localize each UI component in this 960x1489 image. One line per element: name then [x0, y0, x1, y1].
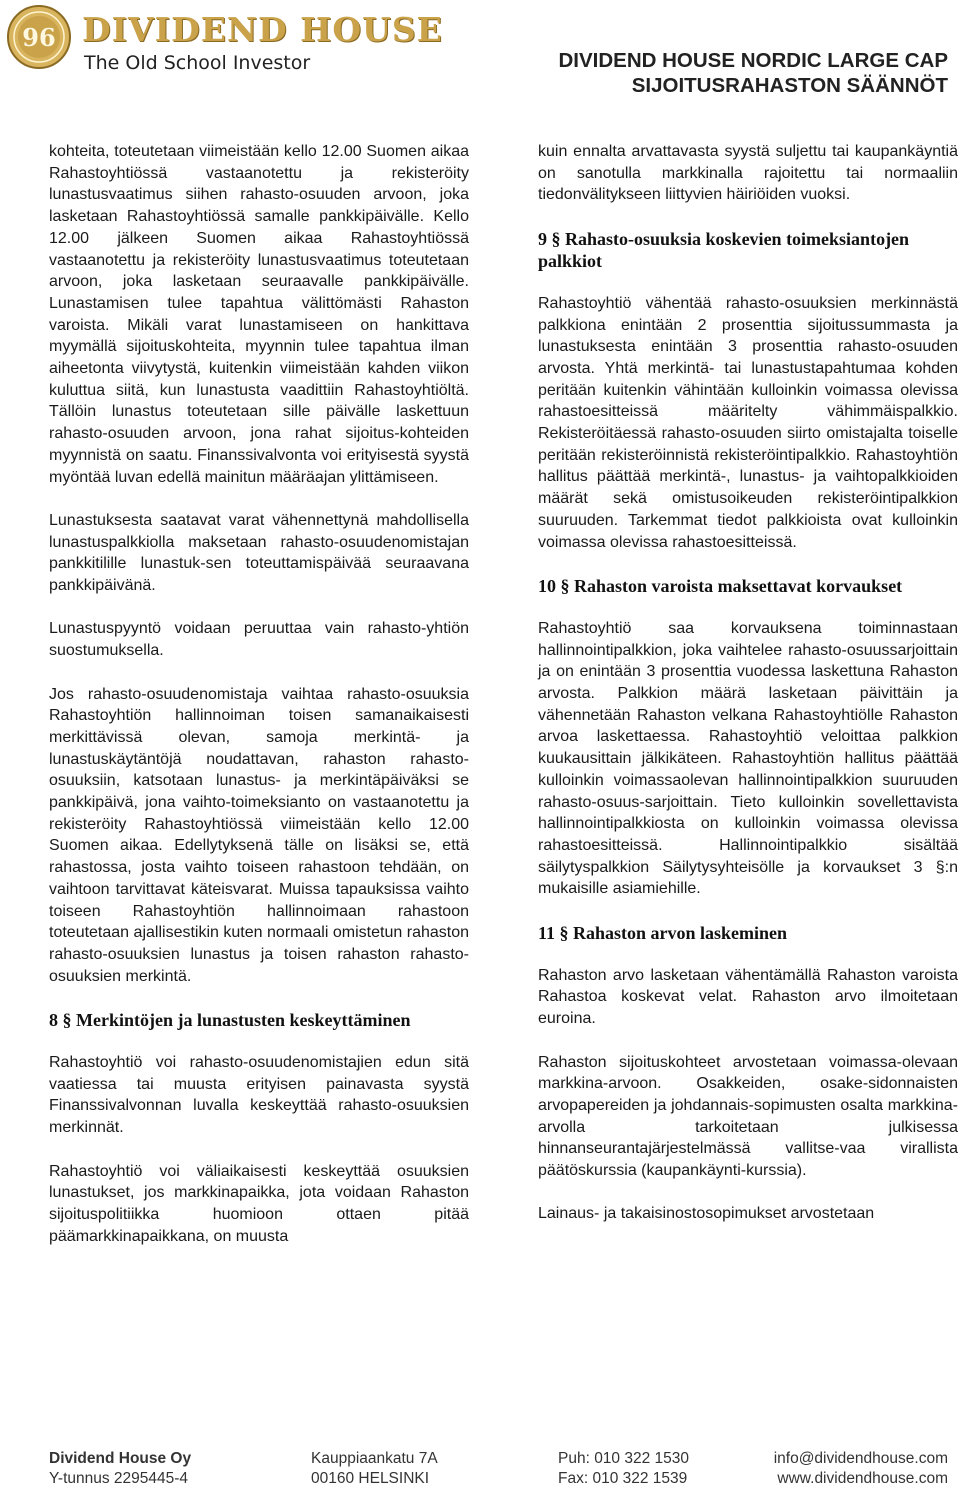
- paragraph: Rahastoyhtiö voi väliaikaisesti keskeyttää osuuksien lunastukset, jos markkinapaikka, jota voidaan Rahaston sijoituspolitiikka huomioon ottaen pitää päämarkkinapaikkana, on muusta: [49, 1162, 469, 1245]
- footer-company-name: Dividend House Oy: [49, 1450, 192, 1467]
- document-title: [558, 48, 948, 98]
- paragraph: Rahaston sijoituskohteet arvostetaan voimassa-olevaan markkina-arvoon. Osakkeiden, osake-sidonnaisten arvopapereiden ja johdannais-sopimusten osalta markkina-arvolla tarkoitetaan julkisessa hinnanseurantajärjestelmässä vallitse-vaa virallista päätöskurssia (kaupankäynti-kurssia).: [538, 1053, 958, 1180]
- seal-icon: [6, 4, 72, 70]
- logo-tagline: The Old School Investor: [84, 52, 311, 74]
- footer-website-link[interactable]: www.dividendhouse.com: [777, 1470, 948, 1487]
- footer-phone-fax: [558, 1449, 689, 1489]
- section-heading-11: 11 § Rahaston arvon laskeminen: [538, 922, 788, 943]
- paragraph: Rahastoyhtiö vähentää rahasto-osuuksien merkinnästä palkkiona enintään 2 prosenttia sijoitussummasta ja lunastuksesta enintään 3 prosenttia rahasto-osuuden arvosta. Yhtä merkintä- tai lunastustapahtumaa kohden peritään kuitenkin vähintään kulloinkin voimassa olevissa rahastoesitteissä määritelty vähimmäispalkkio. Rekisteröitäessä rahasto-osuuden siirto omistajalta toiselle peritään rekisteröinnistä rekisteröintipalkkio. Rahastoyhtiön hallitus päättää merkintä-, lunastus- ja vaihtopalkkioiden määrät sekä omistusoikeuden rekisteröintipalkkion suuruuden. Tarkemmat tiedot palkkioista ovat kulloinkin voimassa olevissa rahastoesitteissä.: [538, 294, 958, 551]
- footer-business-id: Y-tunnus 2295445-4: [49, 1470, 189, 1487]
- footer-contact: [774, 1449, 948, 1489]
- svg-text:96: 96: [22, 23, 56, 52]
- section-heading-10: 10 § Rahaston varoista maksettavat korvaukset: [538, 575, 903, 596]
- paragraph: Rahaston arvo lasketaan vähentämällä Rahaston varoista Rahastoa koskevat velat. Rahaston arvo ilmoitetaan euroina.: [538, 966, 958, 1028]
- paragraph: Lainaus- ja takaisinostosopimukset arvostetaan: [538, 1205, 875, 1223]
- paragraph: kohteita, toteutetaan viimeistään kello 12.00 Suomen aikaa Rahastoyhtiössä vastaanotettu ja rekisteröity lunastusvaatimus siihen rahasto-osuuden arvoon, joka lasketaan Rahastoyhtiössä samalle pankkipäivälle. Kello 12.00 jälkeen Suomen aikaa Rahastoyhtiössä vastaanotettu ja rekisteröity lunastusvaatimus toteutetaan arvoon, joka lasketaan seuraavalle pankkipäivälle. Lunastamisen tulee tapahtua välittömästi Rahaston varoista. Mikäli varat lunastamiseen on hankittava myymällä sijoituskohteita, myynnin tulee tapahtua ilman aiheetonta viivytystä, kuitenkin viimeistään kahden viikon kuluttua siitä, kun lunastusta vaadittiin Rahastoyhtiöltä. Tällöin lunastus toteutetaan sille päivälle laskettuun rahasto-osuuden arvoon, jona rahat sijoitus-kohteiden myynnistä on saatu. Finanssivalvonta voi erityisestä syystä myöntää luvan edellä mainitun määräajan ylittämiseen.: [49, 143, 469, 486]
- right-column: [538, 141, 958, 1247]
- footer-address: [311, 1449, 438, 1489]
- paragraph: Rahastoyhtiö saa korvauksena toiminnastaan hallinnointipalkkion, joka vaihtelee rahasto-osuussarjoittain ja on enintään 3 prosenttia vuodessa laskettuna Rahaston arvosta. Palkkion määrä lasketaan päivittäin ja vähennetään Rahaston velkana Rahastoyhtiölle Rahaston arvoa laskettaessa. Rahastoyhtiö veloittaa palkkion kuukausittain jälkikäteen. Rahastoyhtiön hallitus päättää kulloinkin voimassaolevan hallinnointipalkkion suuruuden rahasto-osuus-sarjoittain. Tieto kulloinkin sovellettavista hallinnointipalkkiosta on kulloinkin voimassa olevissa rahastoesitteissä. Hallinnointipalkkio sisältää säilytyspalkkion Säilytysyhteisölle ja korvaukset 3 §:n mukaisille asiamiehille.: [538, 619, 958, 898]
- left-column: [49, 141, 469, 1269]
- section-heading-8: 8 § Merkintöjen ja lunastusten keskeyttäminen: [49, 1010, 411, 1031]
- paragraph: Lunastuspyyntö voidaan peruuttaa vain rahasto-yhtiön suostumuksella.: [49, 620, 469, 660]
- footer-fax: Fax: 010 322 1539: [558, 1470, 688, 1487]
- paragraph: kuin ennalta arvattavasta syystä suljettu tai kaupankäyntiä on sanotulla markkinalla rajoitettu tai normaaliin tiedonvälitykseen liittyvien häiriöiden vuoksi.: [538, 143, 958, 204]
- document-title-line2: SIJOITUSRAHASTON SÄÄNNÖT: [631, 74, 948, 97]
- footer-company: [49, 1449, 191, 1489]
- footer-email-link[interactable]: info@dividendhouse.com: [773, 1450, 948, 1467]
- logo-wordmark: DIVIDEND HOUSE: [82, 10, 443, 49]
- paragraph: Lunastuksesta saatavat varat vähennettynä mahdollisella lunastuspalkkiolla maksetaan rahasto-osuudenomistajan pankkitilille lunastuk-sen toteuttamispäivää seuraavana pankkipäivänä.: [49, 511, 469, 595]
- document-title-line1: DIVIDEND HOUSE NORDIC LARGE CAP: [558, 49, 948, 72]
- paragraph: Rahastoyhtiö voi rahasto-osuudenomistajien edun sitä vaatiessa tai muusta erityisen painavasta syystä Finanssivalvonnan luvalla keskeyttää rahasto-osuuksien merkinnät.: [49, 1054, 469, 1137]
- paragraph: Jos rahasto-osuudenomistaja vaihtaa rahasto-osuuksia Rahastoyhtiön hallinnoiman toisen samanaikaisesti merkittävissä olevan, samoja merkintä- ja lunastuskäytäntöjä noudattavan, rahaston rahasto-osuuksiin, katsotaan lunastus- ja merkintäpäiväksi se pankkipäivä, jona vaihto-toimeksianto on vastaanotettu ja rekisteröity Rahastoyhtiössä viimeistään kello 12.00 Suomen aikaa. Edellytyksenä tälle on lisäksi se, että rahastossa, josta vaihto toiseen rahastoon tehdään, on vaihtoon tarvittavat käteisvarat. Muissa tapauksissa vaihto toiseen Rahastoyhtiön hallinnoimaan rahastoon toteutetaan ajallisestikin kuten normaali omistetun rahaston rahasto-osuuksien lunastus ja toisen rahaston rahasto-osuuksien merkintä.: [49, 685, 469, 985]
- footer-street: Kauppiaankatu 7A: [311, 1450, 438, 1467]
- company-logo: [6, 4, 443, 76]
- section-heading-9: 9 § Rahasto-osuuksia koskevien toimeksiantojen palkkiot: [538, 228, 910, 271]
- footer-phone: Puh: 010 322 1530: [558, 1450, 690, 1467]
- footer-city: 00160 HELSINKI: [311, 1470, 430, 1487]
